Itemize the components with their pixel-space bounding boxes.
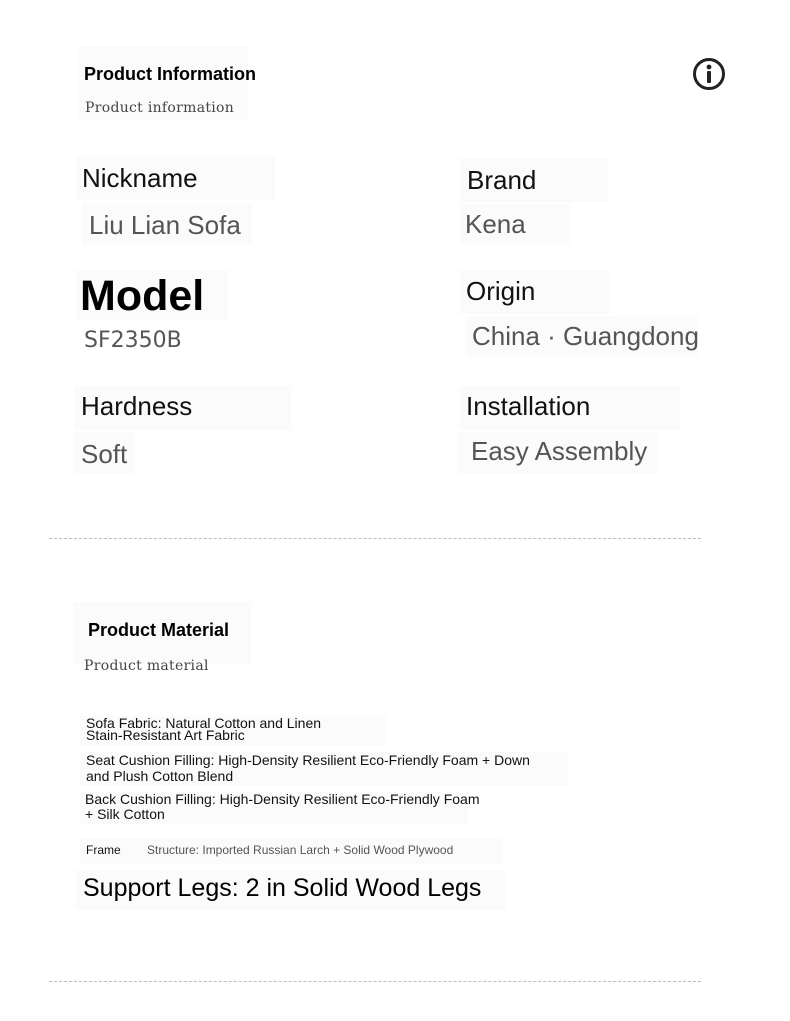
hardness-label: Hardness [81,391,193,421]
support-legs-text: Support Legs: 2 in Solid Wood Legs [83,874,482,902]
seat-cushion-line: Seat Cushion Filling: High-Density Resilient Eco-Friendly Foam + Down [86,752,530,768]
product-material-subtitle: Product material [84,658,209,674]
section-divider [49,538,701,539]
sofa-fabric-line: Sofa Fabric: Natural Cotton and Linen [86,715,322,731]
product-information-subtitle: Product information [85,100,235,116]
info-circle-icon[interactable] [692,57,726,91]
sofa-fabric-line-2: Stain-Resistant Art Fabric [86,727,245,743]
hardness-value: Soft [81,439,128,469]
seat-cushion-line-2: and Plush Cotton Blend [86,768,234,784]
installation-value: Easy Assembly [471,436,648,466]
product-information-title: Product Information [84,64,256,84]
section-divider-bottom [49,981,701,982]
back-cushion-line: Back Cushion Filling: High-Density Resilient Eco-Friendly Foam [85,791,480,807]
nickname-value: Liu Lian Sofa [89,210,241,240]
model-value: SF2350B [84,328,182,353]
frame-value: Structure: Imported Russian Larch + Solid Wood Plywood [147,843,454,857]
model-label: Model [80,272,205,320]
nickname-label: Nickname [82,163,198,193]
product-material-title: Product Material [88,620,230,640]
origin-label: Origin [466,276,536,306]
origin-value: China · Guangdong [472,321,699,351]
back-cushion-line-2: + Silk Cotton [85,806,165,822]
frame-label: Frame [86,843,121,857]
brand-label: Brand [467,165,537,195]
brand-value: Kena [465,209,526,239]
installation-label: Installation [466,391,591,421]
